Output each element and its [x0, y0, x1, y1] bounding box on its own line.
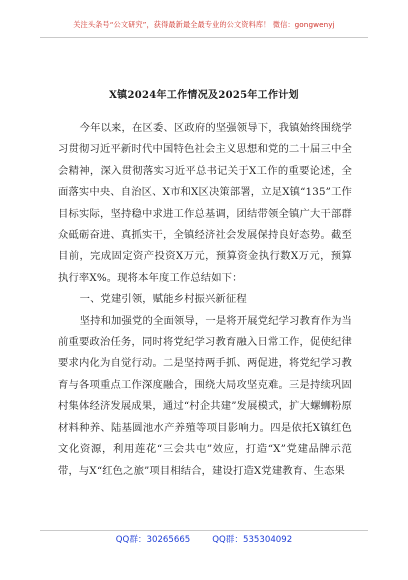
footer-contact [0, 533, 408, 545]
document-title: X镇2024年工作情况及2025年工作计划 [109, 90, 299, 101]
footer-qq-group-2: QQ群：535304092 [212, 535, 293, 545]
footer-divider [40, 530, 368, 531]
header-notice: 关注头条号“公文研究”，获得最新最全最专业的公文资料库！ 微信：gongwenyj [73, 20, 335, 29]
intro-paragraph: 今年以来，在区委、区政府的坚强领导下，我镇始终围绕学习贯彻习近平新时代中国特色社会主义思想和党的二十届三中全会精神，深入贯彻落实习近平总书记关于X工作的重要论述，全面落实中央、自治区、X市和X区决策部署，立足X镇“135”工作目标实际，坚持稳中求进工作总基调，团结带领全镇广大干部群众砥砺奋进、真抓实干，全镇经济社会发展保持良好态势。截至目前，完成固定资产投资X万元，预算资金执行数X万元，预算执行率X%。现将本年度工作总结如下： [58, 122, 352, 284]
document-body [58, 118, 352, 482]
header-divider [40, 37, 368, 38]
footer-qq-group-1: QQ群：30265665 [115, 535, 191, 545]
section-heading: 一、党建引领，赋能乡村振兴新征程 [79, 293, 247, 306]
body-paragraph: 坚持和加强党的全面领导，一是将开展党纪学习教育作为当前重要政治任务，同时将党纪学习教育融入日常工作，促使纪律要求内化为自觉行动。二是坚持两手抓、两促进，将党纪学习教育与各项重点工作深度融合，围绕大局攻坚克难。三是持续巩固村集体经济发展成果，通过“村企共建”发展模式，扩大螺蛳粉原材料种养、陆基圆池水产养殖等项目影响力。四是依托X镇红色文化资源，利用莲花“三会共屯”效应，打造“X”党建品牌示范带，与X“红色之旅”项目相结合，建设打造X党建教育、生态果 [58, 314, 352, 477]
